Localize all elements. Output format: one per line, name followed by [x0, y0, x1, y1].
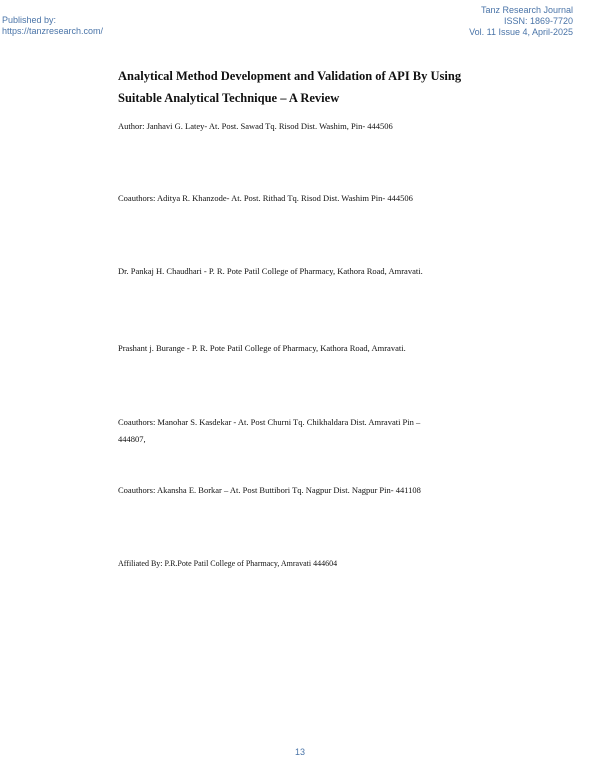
- author-entry-line: Coauthors: Akansha E. Borkar – At. Post Buttibori Tq. Nagpur Dist. Nagpur Pin- 441108: [118, 485, 421, 495]
- author-entry-line: Dr. Pankaj H. Chaudhari - P. R. Pote Patil College of Pharmacy, Kathora Road, Amravati.: [118, 266, 423, 276]
- author-entry-1: [118, 118, 498, 135]
- author-entry-6: [118, 482, 498, 499]
- paper-title-line-1: Analytical Method Development and Validation of API By Using: [118, 69, 462, 83]
- publisher-block: [2, 15, 103, 37]
- affiliation-text: Affiliated By: P.R.Pote Patil College of Pharmacy, Amravati 444604: [118, 559, 338, 568]
- author-entry-line: 444807,: [118, 434, 146, 444]
- journal-name: Tanz Research Journal: [480, 5, 573, 15]
- journal-info-block: [469, 5, 573, 38]
- author-entry-2: [118, 190, 498, 207]
- publisher-url-link[interactable]: https://tanzresearch.com/: [2, 26, 104, 36]
- author-entry-line: Author: Janhavi G. Latey- At. Post. Sawad Tq. Risod Dist. Washim, Pin- 444506: [118, 121, 393, 131]
- author-entry-line: Prashant j. Burange - P. R. Pote Patil College of Pharmacy, Kathora Road, Amravati.: [118, 343, 406, 353]
- paper-title-line-2: Suitable Analytical Technique – A Review: [118, 91, 340, 105]
- affiliation-line: [118, 555, 498, 572]
- author-entry-5: [118, 414, 498, 448]
- page-number: 13: [294, 747, 305, 757]
- journal-issn: ISSN: 1869-7720: [503, 16, 573, 26]
- author-entry-line: Coauthors: Aditya R. Khanzode- At. Post. Rithad Tq. Risod Dist. Washim Pin- 444506: [118, 193, 413, 203]
- journal-volume-issue: Vol. 11 Issue 4, April-2025: [469, 27, 573, 37]
- author-entry-4: [118, 340, 498, 357]
- published-by-label: Published by:: [2, 15, 57, 25]
- paper-title: [118, 65, 538, 109]
- author-entry-3: [118, 263, 498, 280]
- author-entry-line: Coauthors: Manohar S. Kasdekar - At. Post Churni Tq. Chikhaldara Dist. Amravati Pin –: [118, 417, 421, 427]
